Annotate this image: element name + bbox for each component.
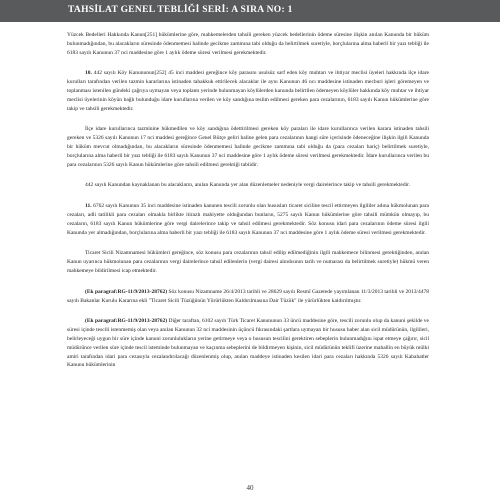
paragraph-4-text: 442 sayılı Kanundan kaynaklanan bu alacakların, anılan Kanunda yer alan düzenlemeler nedeniyle vergi dairelerince takip ve tahsili gerekmektedir. [85, 182, 411, 189]
paragraph-6 [67, 249, 429, 275]
paragraph-10 [67, 69, 429, 113]
paragraph-7 [67, 288, 429, 306]
paragraph-10-text: 442 sayılı Köy Kanununun[252] 45 inci maddesi gereğince köy parasını usulsüz sarf eden köy muhtarı ve ihtiyar meclisi üyeleri hakkında ilçe idare kurulları tarafından verilen tazmin kararlarına istinaden tahakkuk ettirilecek alacaklar ile aynı Kanunun 46 ncı maddesine istinaden mecburi işleri göremeyen ve toplanması istenilen gündeki çağrıya uymayan veya toplantı yerinde bulunmayan köylülerden kanunda belirtilen ödemeyen köylüler hakkında köy muhtar ve ihtiyar meclisi üyelerinin köyün bağlı bulunduğu idare kurullarına verilen ve köy sandığına teslim edilmesi gereken para cezalarının, 6183 sayılı Kanun hükümlerine göre takip ve tahsili gerekmektedir. [67, 70, 429, 112]
item-number-11: 11. [85, 203, 92, 210]
document-body [67, 31, 429, 370]
paragraph-4 [67, 181, 429, 190]
paragraph-1 [67, 31, 429, 57]
paragraph-1-text: Yüzcek Bedelleri Hakkında Kanun[251] hükümlerine göre, mahkemelerden tahsili gereken yüzcek bedellerinin ödeme süresine ilişkin anılan Kanunda bir hüküm bulunmadığından, bu alacakların süresinde ödenmemesi halinde gecikme zammına tabi olduğu da belirtilmek suretiyle, borçlularına alma haberli bir yazı tebliği ile 6183 sayılı Kanunun 37 nci maddesine göre 1 aylık ödeme süresi verilmesi gerekmektedir. [67, 32, 429, 56]
paragraph-7-text: Söz konusu Nizamname 26/4/2013 tarihli ve 28629 sayılı Resmî Gazetede yayımlanan 11/3/2013 tarihli ve 2013/4478 sayılı Bakanlar Kurulu Kararına ekli "Ticaret Sicili Tüzüğünün Yürürlükten Kaldırılmasına Dair Tüzük" ile yürürlükten kaldırılmıştır. [67, 288, 429, 304]
paragraph-3 [67, 125, 429, 169]
paragraph-11-text: 6762 sayılı Kanunun 35 inci maddesine istinaden kanunen tescili zorunlu olan hususları ticaret siciline tescil ettirmeyen ilgililer adına hükmolunan para cezaları, adli tatilikli para cezaları olmakla birlikte itirazlı mahiyette olduğundan bunların, 5275 sayılı Kanun hükümlerine göre tahsili mümkün olmayıp, bu cezaların, 6183 sayılı Kanun hükümlerine göre vergi dairelerince takip ve tahsil edilmesi gerekmektedir. Söz konusu idari para cezalarının ödeme süresi ilgili Kanunda yer almadığından, borçlularına alma haberli bir yazı tebliği ile 6183 sayılı Kanunun 37 nci maddesine göre 1 aylık ödeme süresi verilmesi gerekmektedir. [67, 203, 429, 236]
paragraph-6-text: Ticaret Sicili Nizamnamesi hükümleri gereğince, söz konusu para cezalarının tahsil edilip edilmediğinin ilgili mahkemece bilinmesi gerektiğinden, anılan Kanun uyarınca hükmolunan para cezalarının vergi dairelerince tahsil edilenlerin (vergi dairesi alındısının tarih ve numarası da belirtilmek suretiyle) hükmü veren mahkemeye bildirilmesi icap etmektedir. [67, 250, 429, 274]
paragraph-8 [67, 317, 429, 370]
page-number: 40 [246, 484, 254, 492]
running-header [0, 0, 500, 22]
paragraph-11 [67, 202, 429, 237]
amendment-label: (Ek paragraf:RG-11/9/2013-28762) [85, 318, 168, 325]
paragraph-3-text: İlçe idare kurullarınca tazminine hükmedilen ve köy sandığına ödettirilmesi gereken köy paraları ile idare kurullarınca verilen karara istinaden tahsili gereken ve 5326 sayılı Kanunun 17 nci maddesi gereğince Genel Bütçe geliri haline gelen para cezalarının hangi süre içerisinde ödeneceğine ilişkin ilgili Kanunda bir hüküm mevcut olmadığından, bu alacakların süresinde ödenmemesi halinde gecikme zammına tabi olduğu da (para cezaları hariç) belirtilmek suretiyle, borçlularına alma haberli bir yazı tebliği ile 6183 sayılı Kanunun 37 nci maddesine göre 1 aylık ödeme süresi verilmesi gerekmektedir. İdare kurullarınca verilen bu para cezalarının 5326 sayılı Kanun hükümlerine göre tahsili edilmesi gerektiği tabiidir. [67, 126, 429, 168]
amendment-label: (Ek paragraf:RG-11/9/2013-28762) [85, 288, 168, 295]
header-title: TAHSİLAT GENEL TEBLİĞİ SERİ: A SIRA NO: 1 [68, 5, 293, 15]
item-number-10: 10. [85, 70, 92, 77]
paragraph-8-text: Diğer taraftan, 6102 sayılı Türk Ticaret Kanununun 33 üncü maddesine göre, tescili zorunlu olup da kanuni şekilde ve süresi içinde tescili istenmemiş olan veya anılan Kanunun 32 nci maddesinin üçüncü fıkrasındaki şartlara uymayan bir hususu haber alan sicil müdürünün, ilgilileri, belirleyeceği uygun bir süre içinde kanuni zorunlulukların yerine getirmeye veya o hususun tescilini gerektiren sebeplerin bulunmadığını ispat etmeye çağırır, sicil müdürünce verilen süre içinde tescil isteminde bulunmayan ve kaçınma sebeplerini de bildirmeyen kişinin, sicil müdürünün teklifi üzerine mahallin en büyük mülki amiri tarafından idari para cezasıyla cezalandırılacağı düzenlenmiş olup, anılan maddeye istinaden kesilen idari para cezaları hakkında 5326 sayılı Kabahatler Kanunu hükümlerinin [67, 318, 429, 369]
